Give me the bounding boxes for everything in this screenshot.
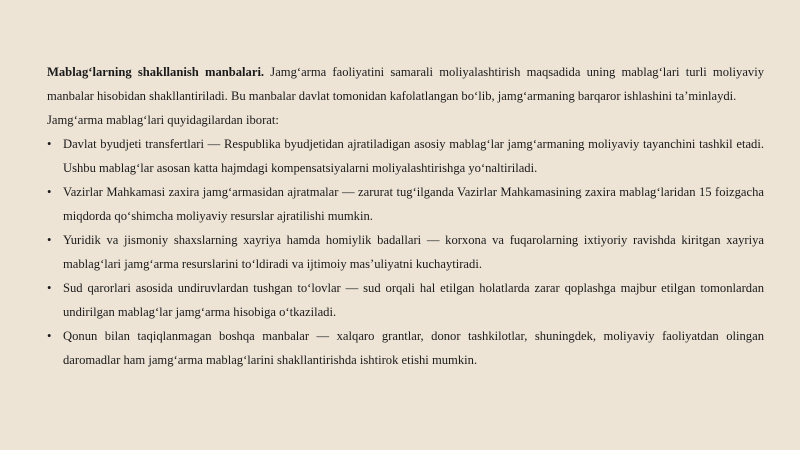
bullet-icon: • [47, 233, 52, 247]
list-item-text: Qonun bilan taqiqlanmagan boshqa manbalar — xalqaro grantlar, donor tashkilotlar, shuningdek, moliyaviy faoliyatdan olingan daromadlar ham jamg‘arma mablag‘larini shakllantirishda ishtirok etishi mumkin. [63, 329, 764, 367]
list-item [47, 180, 764, 228]
bullet-icon: • [47, 281, 52, 295]
list-item-text: Davlat byudjeti transfertlari — Respublika byudjetidan ajratiladigan asosiy mablag‘lar jamg‘armaning moliyaviy tayanchini tashkil etadi. Ushbu mablag‘lar asosan katta hajmdagi kompensatsiyalarni moliyalashtirishga yo‘naltiriladi. [63, 137, 764, 175]
sources-list [47, 132, 764, 372]
bullet-icon: • [47, 329, 52, 343]
list-item [47, 324, 764, 372]
list-item [47, 276, 764, 324]
list-item [47, 228, 764, 276]
list-item-text: Vazirlar Mahkamasi zaxira jamg‘armasidan ajratmalar — zarurat tug‘ilganda Vazirlar Mahkamasining zaxira mablag‘laridan 15 foizgacha miqdorda qo‘shimcha moliyaviy resurslar ajratilishi mumkin. [63, 185, 764, 223]
intro-paragraph [47, 60, 764, 108]
bullet-icon: • [47, 137, 52, 151]
list-item [47, 132, 764, 180]
list-item-text: Yuridik va jismoniy shaxslarning xayriya hamda homiylik badallari — korxona va fuqarolarning ixtiyoriy ravishda kiritgan xayriya mablag‘lari jamg‘arma resurslarini to‘ldiradi va ijtimoiy mas’uliyatni kuchaytiradi. [63, 233, 764, 271]
intro-paragraph-text: Jamg‘arma faoliyatini samarali moliyalashtirish maqsadida uning mablag‘lari turli moliyaviy manbalar hisobidan shakllantiriladi. Bu manbalar davlat tomonidan kafolatlangan bo‘lib, jamg‘armaning barqaror ishlashini ta’minlaydi. [47, 65, 764, 103]
list-intro: Jamg‘arma mablag‘lari quyidagilardan iborat: [47, 113, 279, 127]
list-item-text: Sud qarorlari asosida undiruvlardan tushgan to‘lovlar — sud orqali hal etilgan holatlarda zarar qoplashga majbur etilgan tomonlardan undirilgan mablag‘lar jamg‘arma hisobiga o‘tkaziladi. [63, 281, 764, 319]
section-heading: Mablag‘larning shakllanish manbalari. [47, 65, 265, 79]
bullet-icon: • [47, 185, 52, 199]
